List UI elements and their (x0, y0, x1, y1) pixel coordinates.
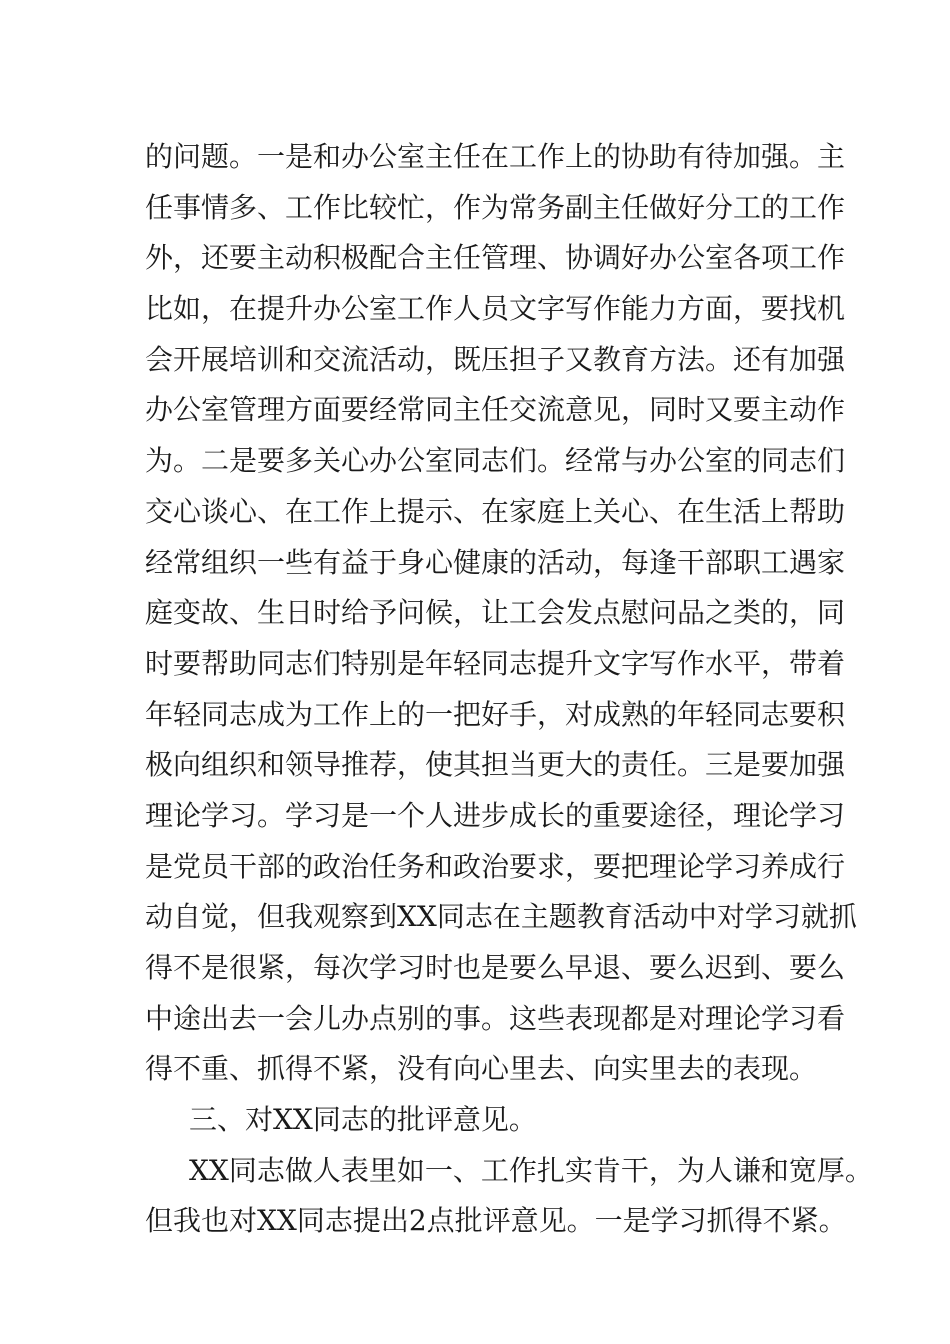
section-heading: 三、对XX同志的批评意见。 (189, 1103, 537, 1137)
text-line: 得不重、抓得不紧，没有向心里去、向实里去的表现。 (145, 1052, 818, 1086)
text-line: 任事情多、工作比较忙，作为常务副主任做好分工的工作 (145, 190, 846, 224)
text-line: 动自觉，但我观察到XX同志在主题教育活动中对学习就抓 (145, 900, 857, 934)
text-line: 庭变故、生日时给予问候，让工会发点慰问品之类的，同 (145, 596, 846, 630)
text-line: 理论学习。学习是一个人进步成长的重要途径，理论学习 (145, 798, 846, 832)
text-line: 会开展培训和交流活动，既压担子又教育方法。还有加强 (145, 342, 846, 376)
text-line: 交心谈心、在工作上提示、在家庭上关心、在生活上帮助 (145, 494, 846, 528)
text-line: 极向组织和领导推荐，使其担当更大的责任。三是要加强 (145, 748, 846, 782)
text-line: 的问题。一是和办公室主任在工作上的协助有待加强。主 (145, 140, 846, 173)
text-line: 为。二是要多关心办公室同志们。经常与办公室的同志们 (145, 444, 846, 478)
text-line: 时要帮助同志们特别是年轻同志提升文字写作水平，带着 (145, 646, 846, 680)
text-line: 得不是很紧，每次学习时也是要么早退、要么迟到、要么 (145, 951, 846, 984)
text-line: 比如，在提升办公室工作人员文字写作能力方面，要找机 (145, 292, 846, 326)
text-line: 中途出去一会儿办点别的事。这些表现都是对理论学习看 (145, 1001, 846, 1035)
text-line: 经常组织一些有益于身心健康的活动，每逢干部职工遇家 (145, 545, 846, 579)
text-line: 是党员干部的政治任务和政治要求，要把理论学习养成行 (145, 849, 846, 883)
text-line: 外，还要主动积极配合主任管理、协调好办公室各项工作 (145, 241, 846, 275)
text-line: 年轻同志成为工作上的一把好手，对成熟的年轻同志要积 (145, 697, 846, 731)
text-line: XX同志做人表里如一、工作扎实肯干，为人谦和宽厚。 (189, 1153, 873, 1187)
body-text (145, 132, 873, 1247)
text-line: 办公室管理方面要经常同主任交流意见，同时又要主动作 (145, 393, 846, 427)
text-line: 但我也对XX同志提出2点批评意见。一是学习抓得不紧。 (145, 1204, 847, 1238)
